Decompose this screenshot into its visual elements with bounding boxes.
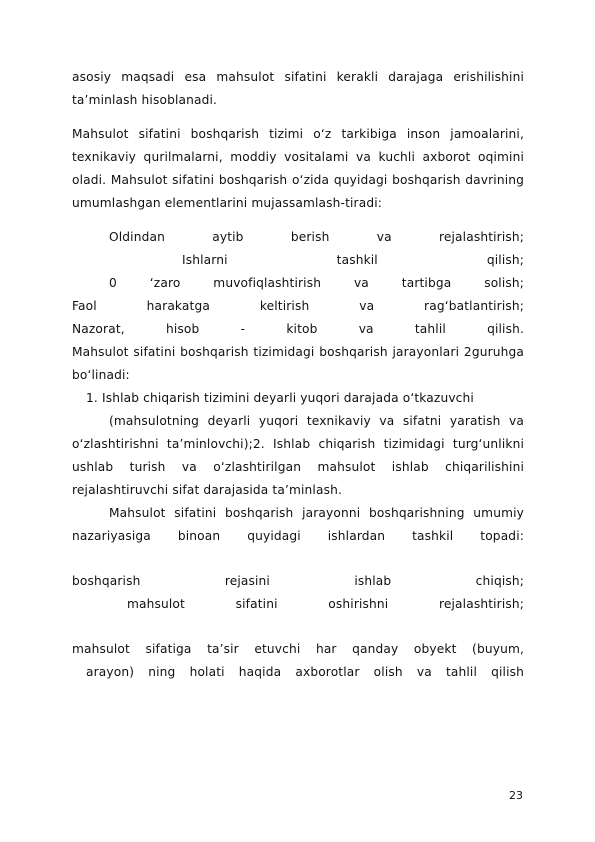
text-line: Mahsulot sifatini boshqarish jarayonni boshqarishning umumiy (109, 506, 524, 520)
list-item: Faol harakatga keltirish va rag‘batlantirish; (72, 299, 524, 313)
text-line: ta’minlash hisoblanadi. (72, 93, 218, 107)
list-item: Oldindan aytib berish va rejalashtirish; (109, 230, 524, 244)
list-item: Ishlarni tashkil qilish; (182, 253, 524, 267)
text-line: umumlashgan elementlarini mujassamlash-tiradi: (72, 196, 383, 210)
text-line: Mahsulot sifatini boshqarish tizimi o‘z tarkibiga inson jamoalarini, (72, 127, 524, 141)
text-line: (mahsulotning deyarli yuqori texnikaviy va sifatni yaratish va (109, 414, 524, 428)
text-line: o‘zlashtirishni ta’minlovchi);2. Ishlab chiqarish tizimidagi turg‘unlikni (72, 437, 524, 451)
document-page (72, 66, 524, 684)
list-item: mahsulot sifatiga ta’sir etuvchi har qanday obyekt (buyum, (72, 642, 524, 656)
text-line: nazariyasiga binoan quyidagi ishlardan tashkil topadi: (72, 529, 524, 543)
text-line: Mahsulot sifatini boshqarish tizimidagi boshqarish jarayonlari 2guruhga (72, 345, 524, 359)
text-line: texnikaviy qurilmalarni, moddiy vositalami va kuchli axborot oqimini (72, 150, 524, 164)
page-number: 23 (509, 789, 523, 802)
list-item: 0 ‘zaro muvofiqlashtirish va tartibga solish; (109, 276, 524, 290)
text-line: rejalashtiruvchi sifat darajasida ta’minlash. (72, 483, 342, 497)
list-item: Nazorat, hisob - kitob va tahlil qilish. (72, 322, 524, 336)
list-item: arayon) ning holati haqida axborotlar olish va tahlil qilish (86, 665, 524, 679)
text-line: ushlab turish va o‘zlashtirilgan mahsulot ishlab chiqarilishini (72, 460, 524, 474)
numbered-item: 1. Ishlab chiqarish tizimini deyarli yuqori darajada o‘tkazuvchi (86, 391, 474, 405)
text-line: oladi. Mahsulot sifatini boshqarish o‘zida quyidagi boshqarish davrining (72, 173, 524, 187)
text-line: asosiy maqsadi esa mahsulot sifatini kerakli darajaga erishilishini (72, 70, 524, 84)
list-item: mahsulot sifatini oshirishni rejalashtirish; (127, 597, 524, 611)
list-item: boshqarish rejasini ishlab chiqish; (72, 574, 524, 588)
text-line: bo‘linadi: (72, 368, 130, 382)
